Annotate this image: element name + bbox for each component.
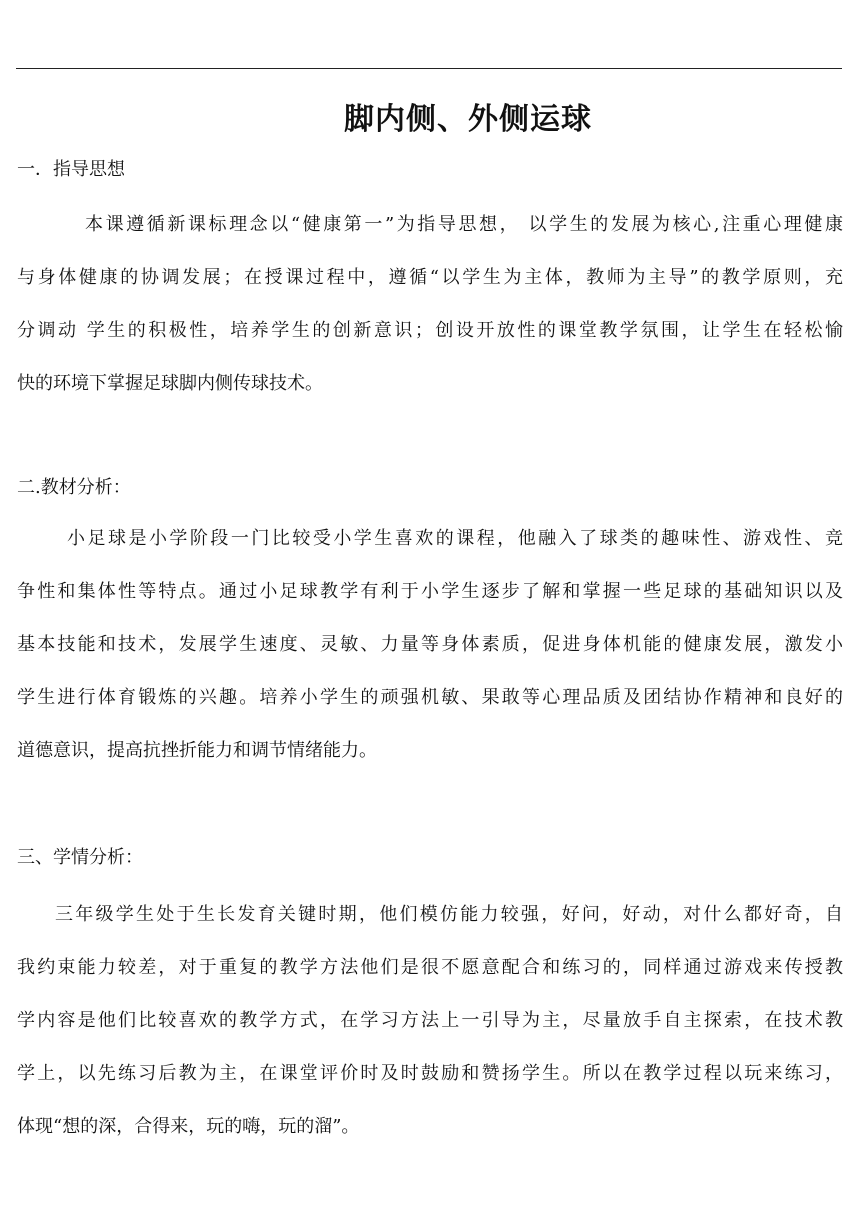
header-rule [16, 68, 842, 69]
section-paragraph-student-analysis [17, 888, 843, 1153]
paragraph-line: 体现“想的深，合得来，玩的嗨，玩的溜”。 [17, 1116, 360, 1137]
paragraph-line: 争性和集体性等特点。通过小足球教学有利于小学生逐步了解和掌握一些足球的基础知识以及 [17, 581, 843, 602]
paragraph-line: 基本技能和技术，发展学生速度、灵敏、力量等身体素质，促进身体机能的健康发展，激发小 [17, 634, 843, 655]
paragraph-line: 学内容是他们比较喜欢的教学方式，在学习方法上一引导为主，尽量放手自主探索，在技术教 [17, 1010, 843, 1031]
section-heading-guiding-thought: 一．指导思想 [17, 159, 125, 180]
paragraph-line: 我约束能力较差，对于重复的教学方法他们是很不愿意配合和练习的，同样通过游戏来传授教 [17, 957, 843, 978]
paragraph-line: 学生进行体育锻炼的兴趣。培养小学生的顽强机敏、果敢等心理品质及团结协作精神和良好的 [17, 687, 843, 708]
document-title: 脚内侧、外侧运球 [344, 102, 592, 137]
paragraph-line: 三年级学生处于生长发育关键时期，他们模仿能力较强，好问，好动，对什么都好奇，自 [55, 904, 843, 925]
paragraph-line: 与身体健康的协调发展；在授课过程中，遵循“以学生为主体，教师为主导”的教学原则，充 [17, 267, 843, 288]
section-heading-material-analysis: 二.教材分析： [17, 477, 131, 498]
paragraph-line: 小足球是小学阶段一门比较受小学生喜欢的课程，他融入了球类的趣味性、游戏性、竞 [67, 528, 843, 549]
section-heading-student-analysis: 三、学情分析： [17, 847, 143, 868]
paragraph-line: 本课遵循新课标理念以“健康第一”为指导思想， 以学生的发展为核心,注重心理健康 [85, 214, 843, 235]
section-paragraph-material-analysis [17, 512, 843, 777]
paragraph-line: 快的环境下掌握足球脚内侧传球技术。 [17, 373, 323, 394]
paragraph-line: 分调动 学生的积极性，培养学生的创新意识；创设开放性的课堂教学氛围，让学生在轻松愉 [17, 320, 843, 341]
paragraph-line: 道德意识，提高抗挫折能力和调节情绪能力。 [17, 740, 377, 761]
section-paragraph-guiding-thought [17, 198, 843, 410]
paragraph-line: 学上，以先练习后教为主，在课堂评价时及时鼓励和赞扬学生。所以在教学过程以玩来练习， [17, 1063, 843, 1084]
